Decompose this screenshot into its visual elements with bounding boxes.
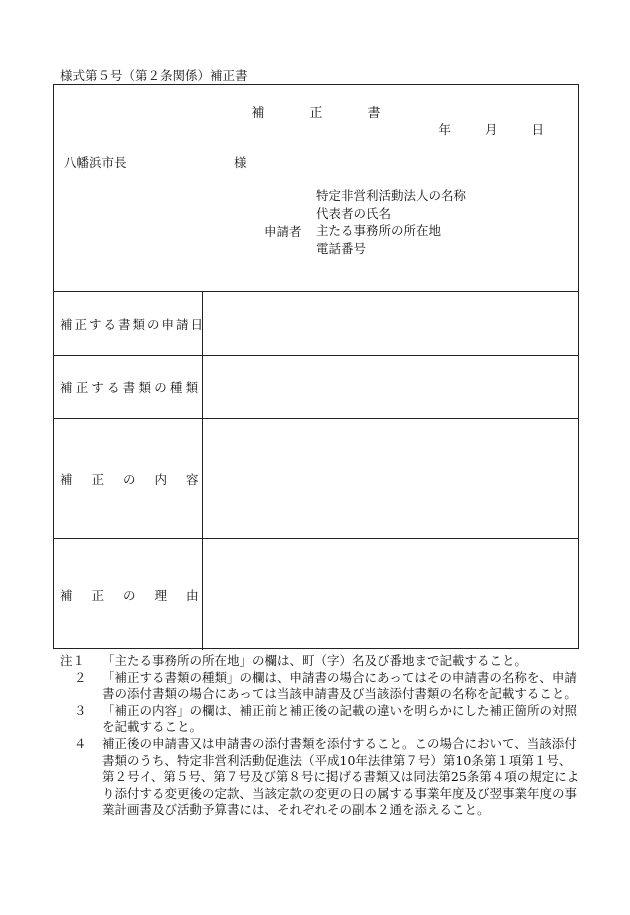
office-address-field[interactable]: 主たる事務所の所在地 (316, 223, 442, 238)
form-frame (53, 84, 579, 649)
org-name-field[interactable]: 特定非営利活動法人の名称 (316, 188, 467, 203)
phone-field[interactable]: 電話番号 (316, 240, 367, 256)
row-label: 補正する書類の申請日 (54, 292, 203, 355)
honorific: 様 (234, 155, 247, 170)
date-line (438, 120, 544, 138)
date-day[interactable]: 日 (531, 122, 544, 137)
form-header (54, 85, 578, 292)
row-label: 補正の理由 (54, 539, 203, 650)
row-correction-reason (54, 539, 578, 650)
date-month[interactable]: 月 (484, 122, 498, 137)
date-year[interactable]: 年 (438, 122, 451, 137)
note-item (60, 736, 580, 819)
note-number: ３ (74, 702, 87, 718)
row-label: 補正する書類の種類 (54, 356, 203, 418)
correction-content-input[interactable] (203, 419, 578, 538)
note-number: ４ (74, 735, 87, 751)
note-item (60, 653, 580, 670)
note-text: 「補正する書類の種類」の欄は、申請書の場合にあってはその申請書の名称を、申請書の添付書類の場合にあっては当該申請書及び当該添付書類の名称を記載すること。 (102, 669, 577, 702)
representative-field[interactable]: 代表者の氏名 (316, 205, 392, 221)
note-text: 補正後の申請書又は申請書の添付書類を添付すること。この場合において、当該添付書類のうち、特定非営利活動促進法（平成10年法律第７号）第10条第１項第１号、第２号イ、第５号、第７号及び第８号に掲げる書類又は同法第25条第４項の規定により添付する変更後の定款、当該定款の変更の日の属する事業年度及び翌事業年度の事業計画書及び活動予算書には、それぞれその副本２通を添えること。 (102, 735, 580, 818)
form-label: 様式第５号（第２条関係）補正書 (60, 68, 248, 83)
row-correction-content (54, 419, 578, 539)
addressee: 八幡浜市長 (64, 155, 127, 170)
correction-reason-input[interactable] (203, 539, 578, 650)
note-item (60, 670, 580, 703)
note-number: 注１ (60, 653, 86, 668)
form-title: 補 正 書 (251, 106, 397, 121)
note-text: 「主たる事務所の所在地」の欄は、町（字）名及び番地まで記載すること。 (102, 653, 528, 668)
applicant-fields (316, 187, 466, 257)
note-text: 「補正の内容」の欄は、補正前と補正後の記載の違いを明らかにした補正箇所の対照を記載すること。 (102, 702, 578, 735)
applicant-label: 申請者 (264, 224, 302, 239)
notes (60, 653, 580, 819)
row-document-type (54, 356, 578, 419)
application-date-input[interactable] (203, 292, 578, 355)
note-number: ２ (74, 669, 87, 685)
row-label: 補正の内容 (54, 419, 203, 538)
document-type-input[interactable] (203, 356, 578, 418)
note-item (60, 703, 580, 736)
row-application-date (54, 292, 578, 356)
